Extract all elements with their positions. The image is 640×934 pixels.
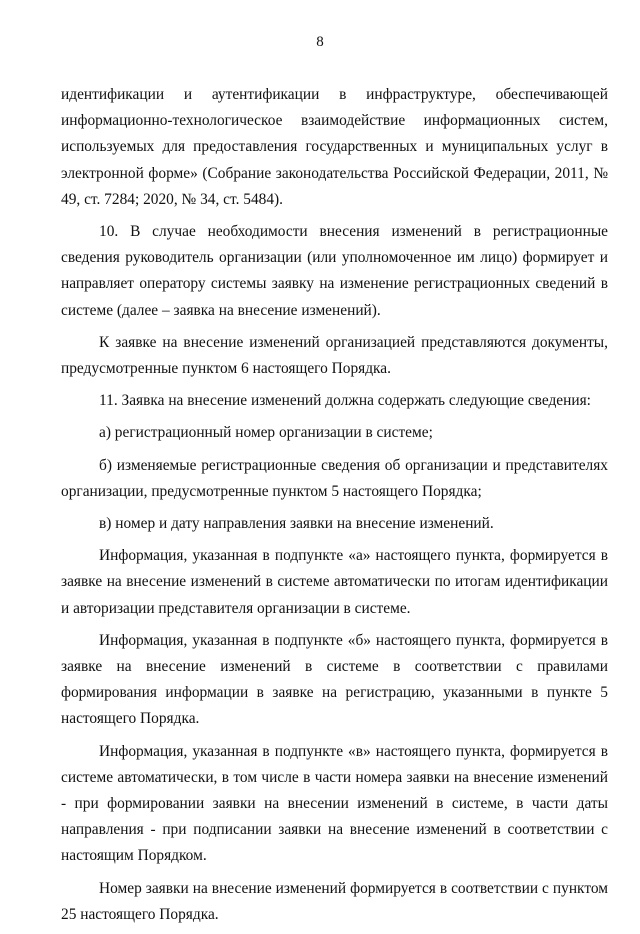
subitem-b: б) изменяемые регистрационные сведения об организации и представителях организации, предусмотренные пунктом 5 настоящего Порядка; bbox=[61, 456, 608, 500]
paragraph-info-v: Информация, указанная в подпункте «в» настоящего пункта, формируется в системе автоматически, в том числе в части номера заявки на внесение изменений - при формировании заявки на внесении изменений в системе, в части даты направления - при подписании заявки на внесение изменений в соответствии с настоящим Порядком. bbox=[61, 742, 608, 865]
paragraph-item-10: 10. В случае необходимости внесения изменений в регистрационные сведения руководитель организации (или уполномоченное им лицо) формирует и направляет оператору системы заявку на изменение регистрационных сведений в системе (далее – заявка на внесение изменений). bbox=[61, 223, 608, 319]
document-body bbox=[61, 82, 608, 934]
paragraph-request-number: Номер заявки на внесение изменений формируется в соответствии с пунктом 25 настоящего Порядка. bbox=[61, 879, 608, 923]
subitem-a: а) регистрационный номер организации в системе; bbox=[99, 424, 433, 442]
paragraph-item-11: 11. Заявка на внесение изменений должна содержать следующие сведения: bbox=[99, 392, 591, 410]
paragraph-info-a: Информация, указанная в подпункте «а» настоящего пункта, формируется в заявке на внесение изменений в системе автоматически по итогам идентификации и авторизации представителя организации в системе. bbox=[61, 547, 608, 617]
paragraph-info-b: Информация, указанная в подпункте «б» настоящего пункта, формируется в заявке на внесение изменений в системе в соответствии с правилами формирования информации в заявке на регистрацию, указанными в пункте 5 настоящего Порядка. bbox=[61, 631, 608, 728]
subitem-v: в) номер и дату направления заявки на внесение изменений. bbox=[99, 515, 494, 533]
page-number: 8 bbox=[316, 34, 324, 50]
paragraph-documents: К заявке на внесение изменений организацией представляются документы, предусмотренные пунктом 6 настоящего Порядка. bbox=[61, 333, 608, 378]
paragraph-continuation: идентификации и аутентификации в инфраструктуре, обеспечивающей информационно-технологическое взаимодействие информационных систем, используемых для предоставления государственных и муниципальных услуг в электронной форме» (Собрание законодательства Российской Федерации, 2011, № 49, ст. 7284; 2020, № 34, ст. 5484). bbox=[61, 86, 608, 208]
